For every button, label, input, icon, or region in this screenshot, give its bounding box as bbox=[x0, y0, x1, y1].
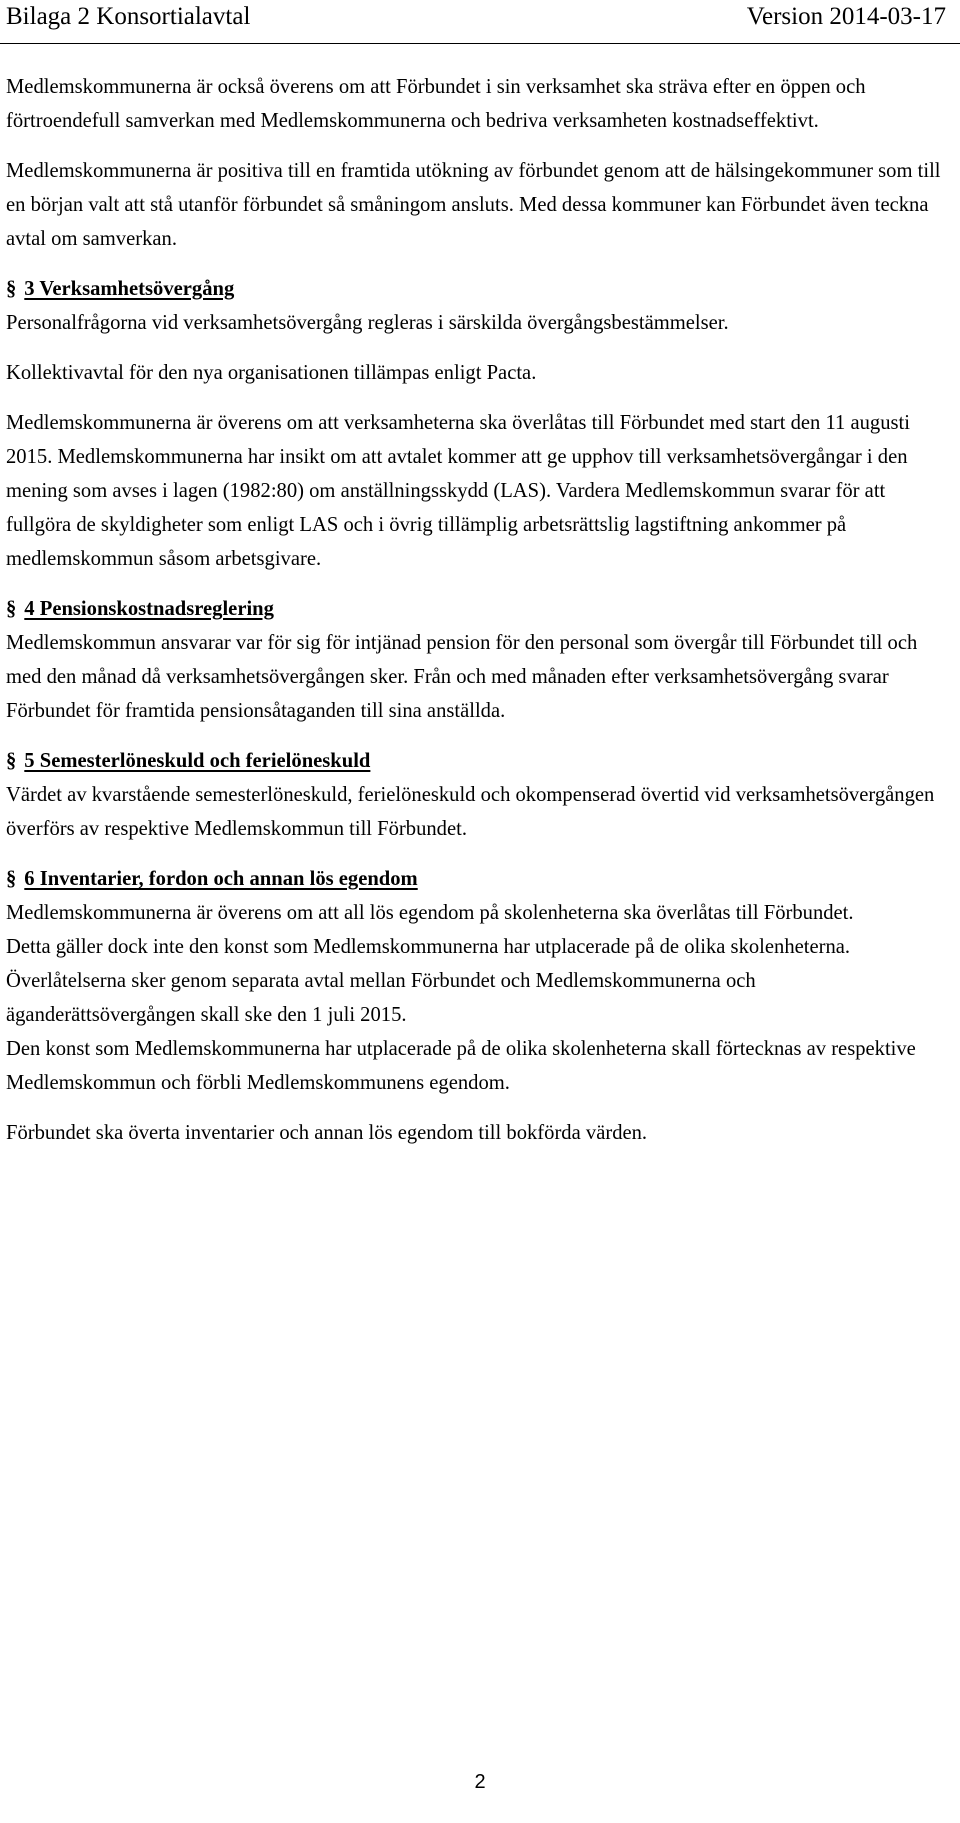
document-title: Bilaga 2 Konsortialavtal bbox=[6, 3, 251, 30]
section-heading-3 bbox=[6, 272, 948, 306]
section-title-3: 3 Verksamhetsövergång bbox=[24, 278, 235, 300]
page-header bbox=[0, 0, 960, 44]
intro-paragraph-1: Medlemskommunerna är också överens om att Förbundet i sin verksamhet ska sträva efter en öppen och förtroendefull samverkan med Medlemskommunerna och bedriva verksamheten kostnadseffektivt. bbox=[6, 76, 866, 132]
section-3-paragraph-1: Personalfrågorna vid verksamhetsövergång regleras i särskilda övergångsbestämmelser. bbox=[6, 312, 729, 334]
section-3-paragraph-2: Kollektivavtal för den nya organisationen tillämpas enligt Pacta. bbox=[6, 362, 537, 384]
section-6-paragraph-3: Överlåtelserna sker genom separata avtal mellan Förbundet och Medlemskommunerna och äganderättsövergången skall ske den 1 juli 2015. bbox=[6, 970, 756, 1026]
paragraph-sign: § bbox=[6, 598, 17, 620]
section-5-paragraph-1: Värdet av kvarstående semesterlöneskuld, ferielöneskuld och okompenserad övertid vid verksamhetsövergången överförs av respektive Medlemskommun till Förbundet. bbox=[6, 784, 935, 840]
section-3-paragraph-3: Medlemskommunerna är överens om att verksamheterna ska överlåtas till Förbundet med start den 11 augusti 2015. Medlemskommunerna har insikt om att avtalet kommer att ge upphov till verksamhetsövergångar i den mening som avses i lagen (1982:80) om anställningsskydd (LAS). Vardera Medlemskommun svarar för att fullgöra de skyldigheter som enligt LAS och i övrig tillämplig arbetsrättslig lagstiftning ankommer på medlemskommun såsom arbetsgivare. bbox=[6, 412, 910, 570]
section-4-paragraph-1: Medlemskommun ansvarar var för sig för intjänad pension för den personal som övergår till Förbundet till och med den månad då verksamhetsövergången sker. Från och med månaden efter verksamhetsövergång svarar Förbundet för framtida pensionsåtaganden till sina anställda. bbox=[6, 632, 918, 722]
document-body bbox=[6, 70, 948, 1166]
section-heading-6 bbox=[6, 862, 948, 896]
paragraph-sign: § bbox=[6, 868, 17, 890]
section-6-paragraph-2: Detta gäller dock inte den konst som Medlemskommunerna har utplacerade på de olika skolenheterna. bbox=[6, 936, 851, 958]
paragraph-sign: § bbox=[6, 278, 17, 300]
section-6-paragraph-5: Förbundet ska överta inventarier och annan lös egendom till bokförda värden. bbox=[6, 1122, 648, 1144]
section-title-6: 6 Inventarier, fordon och annan lös egendom bbox=[24, 868, 418, 890]
page-number: 2 bbox=[474, 1771, 486, 1793]
section-title-4: 4 Pensionskostnadsreglering bbox=[24, 598, 274, 620]
section-title-5: 5 Semesterlöneskuld och ferielöneskuld bbox=[24, 750, 371, 772]
section-6-paragraph-1: Medlemskommunerna är överens om att all lös egendom på skolenheterna ska överlåtas till Förbundet. bbox=[6, 902, 854, 924]
intro-paragraph-2: Medlemskommunerna är positiva till en framtida utökning av förbundet genom att de hälsingekommuner som till en början valt att stå utanför förbundet så småningom ansluts. Med dessa kommuner kan Förbundet även teckna avtal om samverkan. bbox=[6, 160, 941, 250]
section-heading-4 bbox=[6, 592, 948, 626]
section-heading-5 bbox=[6, 744, 948, 778]
section-6-paragraph-4: Den konst som Medlemskommunerna har utplacerade på de olika skolenheterna skall förtecknas av respektive Medlemskommun och förbli Medlemskommunens egendom. bbox=[6, 1038, 916, 1094]
document-version: Version 2014-03-17 bbox=[746, 3, 946, 30]
paragraph-sign: § bbox=[6, 750, 17, 772]
